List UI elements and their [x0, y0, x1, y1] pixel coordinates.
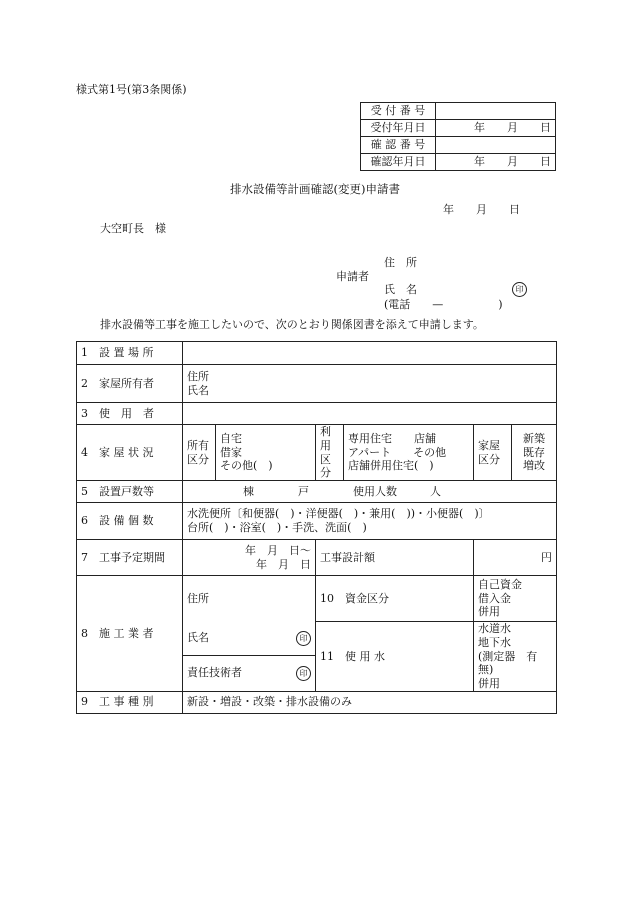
house-category-label: 家屋 区分 [474, 425, 512, 481]
receipt-date-label: 受付年月日 [361, 120, 436, 137]
engineer-label: 責任技術者 [187, 665, 242, 679]
house-owner-label: 2 家屋所有者 [77, 365, 183, 403]
form-number: 様式第1号(第3条関係) [76, 83, 187, 96]
applicant-label: 申請者 [336, 270, 369, 283]
owner-category-label: 所有 区分 [183, 425, 216, 481]
application-table [76, 341, 557, 714]
row-house-status [77, 425, 557, 481]
house-category-options[interactable]: 新築 既存 増改 [512, 425, 557, 481]
use-category-label: 利用 区分 [316, 425, 344, 481]
row-unit-count [77, 481, 557, 503]
intro-text: 排水設備等工事を施工したいので、次のとおり関係図書を添えて申請します。 [100, 318, 484, 331]
unit-count-label: 5 設置戸数等 [77, 481, 183, 503]
contractor-address-label: 住所 [183, 576, 316, 622]
water-source-options[interactable]: 水道水 地下水 (測定器 有 無) 併用 [474, 622, 557, 692]
form-title: 排水設備等計画確認(変更)申請書 [230, 182, 400, 196]
owner-category-options[interactable]: 自宅 借家 その他( ) [216, 425, 316, 481]
funding-options[interactable]: 自己資金 借入金 併用 [474, 576, 557, 622]
receipt-number-label: 受 付 番 号 [361, 103, 436, 120]
use-category-options[interactable]: 専用住宅 店舗 アパート その他 店舗併用住宅( ) [344, 425, 474, 481]
install-location-field[interactable] [183, 342, 557, 365]
row-equipment-count [77, 503, 557, 540]
confirm-date-value[interactable]: 年 月 日 [436, 154, 556, 171]
house-status-label: 4 家 屋 状 況 [77, 425, 183, 481]
row-install-location [77, 342, 557, 365]
confirm-number-value[interactable] [436, 137, 556, 154]
funding-label: 10 資金区分 [316, 576, 474, 622]
work-type-field[interactable]: 新設・増設・改築・排水設備のみ [183, 691, 557, 713]
applicant-seal-icon: 印 [512, 282, 527, 297]
user-field[interactable] [183, 403, 557, 425]
row-schedule [77, 540, 557, 576]
cost-field[interactable]: 円 [474, 540, 557, 576]
applicant-phone: (電話 — ) [384, 298, 503, 311]
user-label: 3 使 用 者 [77, 403, 183, 425]
water-source-label: 11 使 用 水 [316, 622, 474, 692]
engineer-cell[interactable] [183, 655, 316, 691]
work-type-label: 9 工 事 種 別 [77, 691, 183, 713]
engineer-seal-icon: 印 [296, 666, 311, 681]
house-owner-field[interactable]: 住所 氏名 [183, 365, 557, 403]
addressee: 大空町長 様 [100, 222, 166, 235]
install-location-label: 1 設 置 場 所 [77, 342, 183, 365]
confirm-date-label: 確認年月日 [361, 154, 436, 171]
receipt-box [360, 102, 556, 171]
equipment-count-field[interactable]: 水洗便所〔和便器( )・洋便器( )・兼用( ))・小便器( )〕 台所( )・浴室( )・手洗、洗面( ) [183, 503, 557, 540]
contractor-name-cell[interactable] [183, 622, 316, 656]
schedule-period[interactable]: 年 月 日〜 年 月 日 [183, 540, 316, 576]
contractor-seal-icon: 印 [296, 631, 311, 646]
row-user [77, 403, 557, 425]
application-date: 年 月 日 [443, 203, 520, 216]
receipt-number-value[interactable] [436, 103, 556, 120]
contractor-name-label: 氏名 [187, 630, 209, 644]
row-contractor [77, 576, 557, 600]
row-work-type [77, 691, 557, 713]
contractor-label: 8 施 工 業 者 [77, 576, 183, 692]
schedule-label: 7 工事予定期間 [77, 540, 183, 576]
cost-label: 工事設計額 [316, 540, 474, 576]
row-house-owner [77, 365, 557, 403]
equipment-count-label: 6 設 備 個 数 [77, 503, 183, 540]
confirm-number-label: 確 認 番 号 [361, 137, 436, 154]
applicant-address-label: 住 所 [384, 256, 417, 269]
applicant-name-label: 氏 名 [384, 283, 417, 296]
receipt-date-value[interactable]: 年 月 日 [436, 120, 556, 137]
unit-count-field[interactable]: 棟 戸 使用人数 人 [183, 481, 557, 503]
